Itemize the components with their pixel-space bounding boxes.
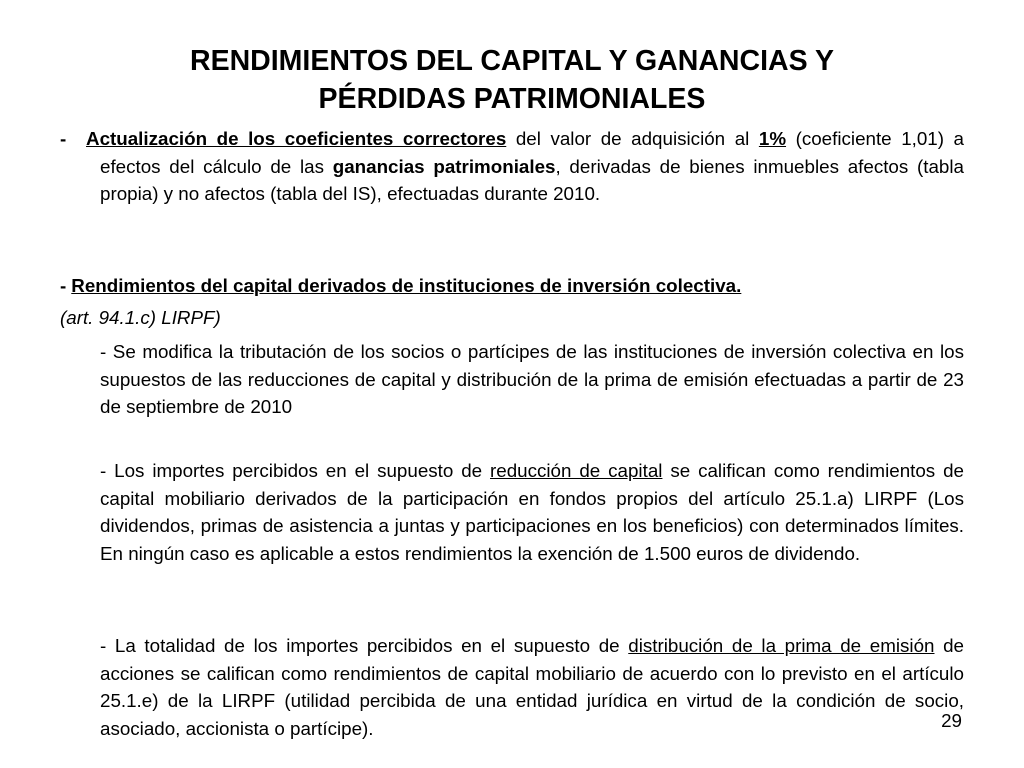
- underlined-term: distribución de la prima de emisión: [628, 635, 935, 656]
- bullet-text: (coeficiente 1,01) a efectos del cálculo de las: [100, 128, 965, 177]
- bullet-rendimientos-iic: [60, 272, 964, 300]
- sub-point-text: - La totalidad de los importes percibidos en el supuesto de: [100, 635, 629, 656]
- sub-point-reduccion-capital: [100, 457, 964, 567]
- bullet-heading: Actualización de los coeficientes correctores: [86, 128, 507, 149]
- sub-point-text: se califican como rendimientos de capital mobiliario derivados de la participación en fondos propios del artículo 25.1.a) LIRPF (Los dividendos, primas de asistencia a juntas y participaciones en los beneficios) con determinados límites. En ningún caso es aplicable a estos rendimientos la exención de 1.500 euros de dividendo.: [100, 460, 964, 564]
- sub-point-prima-emision: [100, 632, 964, 742]
- slide-title: [60, 42, 964, 118]
- bullet-heading: Rendimientos del capital derivados de instituciones de inversión colectiva.: [71, 275, 742, 296]
- sub-point-tributacion: - Se modifica la tributación de los socios o partícipes de las instituciones de inversión colectiva en los supuestos de las reducciones de capital y distribución de la prima de emisión efectuadas a partir de 23 de septiembre de 2010: [100, 341, 964, 417]
- bold-term: ganancias patrimoniales: [332, 155, 556, 177]
- bullet-dash: -: [60, 275, 67, 296]
- percent-value: 1%: [758, 128, 787, 149]
- sub-point-text: de acciones se califican como rendimientos de capital mobiliario de acuerdo con lo previsto en el artículo 25.1.e) de la LIRPF (utilidad percibida de una entidad jurídica en virtud de la condición de socio, asociado, accionista o partícipe).: [100, 635, 965, 739]
- sub-point-text: - Los importes percibidos en el supuesto de: [100, 460, 491, 481]
- legal-reference: (art. 94.1.c) LIRPF): [60, 307, 221, 328]
- bullet-text: del valor de adquisición al: [506, 128, 759, 149]
- bullet-dash: -: [60, 128, 67, 149]
- slide-title-line-2: PÉRDIDAS PATRIMONIALES: [318, 83, 706, 115]
- underlined-term: reducción de capital: [490, 460, 663, 481]
- page-number: 29: [941, 710, 962, 731]
- bullet-text: , derivadas de bienes inmuebles afectos (tabla propia) y no afectos (tabla del IS), efectuadas durante 2010.: [100, 155, 964, 204]
- slide-title-line-1: RENDIMIENTOS DEL CAPITAL Y GANANCIAS Y: [190, 45, 834, 77]
- bullet-coeficientes: [60, 125, 964, 208]
